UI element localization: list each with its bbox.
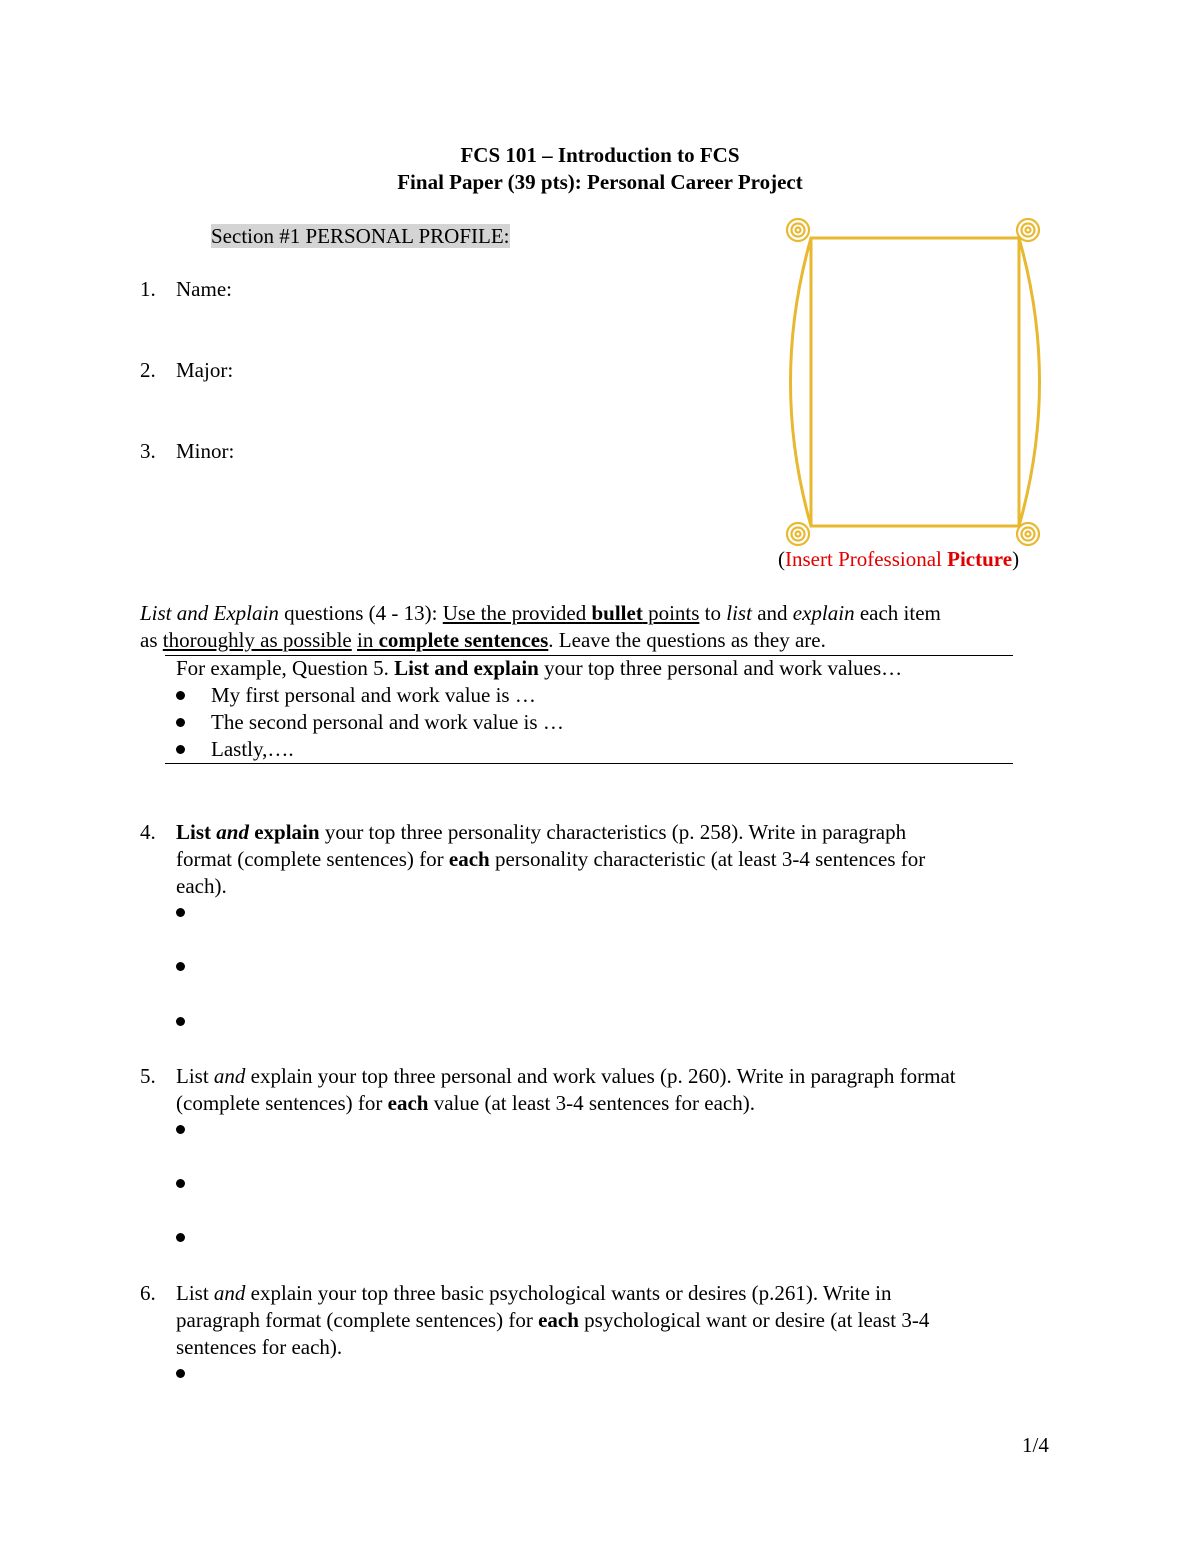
q4-line1 [176, 819, 906, 846]
caption-close-paren: ) [1012, 547, 1020, 571]
caption-insert-text: Insert Professional [785, 547, 948, 571]
q5-num: 5. [140, 1064, 156, 1088]
q6-line2-bold: each [538, 1308, 579, 1332]
section-heading [211, 223, 510, 250]
instr2-underline-bold: complete sentences [378, 628, 549, 652]
q5-answer-bullet-2-icon[interactable] [176, 1179, 185, 1188]
caption-picture-word: Picture [947, 547, 1013, 571]
example-prefix: For example, Question 5. [176, 656, 395, 680]
q4-explain: explain [248, 820, 320, 844]
section-heading-text: Section #1 PERSONAL PROFILE: [211, 224, 510, 248]
page-number: 1/4 [1022, 1433, 1049, 1457]
example-suffix: your top three personal and work values… [538, 656, 903, 680]
q6-num: 6. [140, 1281, 156, 1305]
q6-line2 [176, 1307, 929, 1334]
caption-open-paren: ( [778, 547, 785, 571]
q4-list: List [176, 820, 217, 844]
q6-and: and [213, 1281, 246, 1305]
q6-line1-rest: explain your top three basic psychological wants or desires (p.261). Write in [245, 1281, 892, 1305]
instr2-underline-in: in [357, 628, 379, 652]
instr-mid-1: to [699, 601, 727, 625]
example-bullet-2-icon [176, 718, 185, 727]
course-title: FCS 101 – Introduction to FCS [460, 143, 740, 167]
q5-answer-bullet-1-icon[interactable] [176, 1125, 185, 1134]
example-bullet-3: Lastly,…. [211, 737, 294, 761]
frame-left-curve [791, 238, 812, 526]
q6-line1 [176, 1280, 892, 1307]
frame-border [811, 238, 1019, 526]
instr-lead-italic: List and Explain [140, 601, 279, 625]
example-bullet-3-icon [176, 745, 185, 754]
picture-frame[interactable] [780, 212, 1050, 552]
example-bullet-1-icon [176, 691, 185, 700]
q5-line1-rest: explain your top three personal and work values (p. 260). Write in paragraph format [245, 1064, 956, 1088]
q4-answer-bullet-1-icon[interactable] [176, 908, 185, 917]
q5-answer-bullet-3-icon[interactable] [176, 1233, 185, 1242]
q4-answer-bullet-3-icon[interactable] [176, 1017, 185, 1026]
q4-line2 [176, 846, 925, 873]
instr-underline-1: Use the provided [442, 601, 592, 625]
field-minor-num: 3. [140, 439, 156, 463]
q4-line2-a: format (complete sentences) for [176, 847, 449, 871]
example-line [176, 655, 902, 682]
q4-line3: each). [176, 874, 227, 898]
assignment-title: Final Paper (39 pts): Personal Career Project [397, 170, 803, 194]
instr-lead-rest: questions (4 - 13): [278, 601, 443, 625]
instructions-line1 [140, 600, 941, 627]
field-major-label: Major: [176, 358, 234, 382]
frame-right-curve [1019, 238, 1040, 526]
instr2-a: as [140, 628, 163, 652]
q5-line1 [176, 1063, 956, 1090]
field-name-num: 1. [140, 277, 156, 301]
q4-num: 4. [140, 820, 156, 844]
spiral-bottom-left-icon [787, 523, 809, 545]
q6-list: List [176, 1281, 214, 1305]
instr-mid-2: and [751, 601, 793, 625]
q5-line2-c: value (at least 3-4 sentences for each). [428, 1091, 755, 1115]
instr-list-italic: list [726, 601, 752, 625]
field-minor-label: Minor: [176, 439, 235, 463]
example-bold: List and explain [394, 656, 539, 680]
q5-and: and [213, 1064, 246, 1088]
q4-line2-c: personality characteristic (at least 3-4 sentences for [489, 847, 926, 871]
spiral-top-right-icon [1017, 219, 1039, 241]
field-major-num: 2. [140, 358, 156, 382]
q5-line2-a: (complete sentences) for [176, 1091, 388, 1115]
field-name-label: Name: [176, 277, 232, 301]
spiral-top-left-icon [787, 219, 809, 241]
q5-line2 [176, 1090, 755, 1117]
q4-line1-rest: your top three personality characteristics (p. 258). Write in paragraph [319, 820, 907, 844]
q5-list: List [176, 1064, 214, 1088]
instr-mid-3: each item [854, 601, 941, 625]
instructions-line2 [140, 627, 826, 654]
q5-line2-bold: each [387, 1091, 429, 1115]
spiral-bottom-right-icon [1017, 523, 1039, 545]
q4-line2-bold: each [448, 847, 490, 871]
q6-answer-bullet-1-icon[interactable] [176, 1369, 185, 1378]
q6-line2-a: paragraph format (complete sentences) for [176, 1308, 539, 1332]
instr-underline-2: points [642, 601, 700, 625]
example-bottom-rule [165, 763, 1013, 764]
picture-caption [778, 546, 1019, 573]
instr-underline-bold: bullet [591, 601, 643, 625]
q6-line2-c: psychological want or desire (at least 3-4 [578, 1308, 930, 1332]
example-bullet-1: My first personal and work value is … [211, 683, 536, 707]
instr2-c: . Leave the questions as they are. [548, 628, 826, 652]
instr-explain-italic: explain [792, 601, 855, 625]
q4-and: and [216, 820, 249, 844]
example-bullet-2: The second personal and work value is … [211, 710, 564, 734]
q4-answer-bullet-2-icon[interactable] [176, 962, 185, 971]
q6-line3: sentences for each). [176, 1335, 343, 1359]
instr2-underline: thoroughly as possible [162, 628, 352, 652]
